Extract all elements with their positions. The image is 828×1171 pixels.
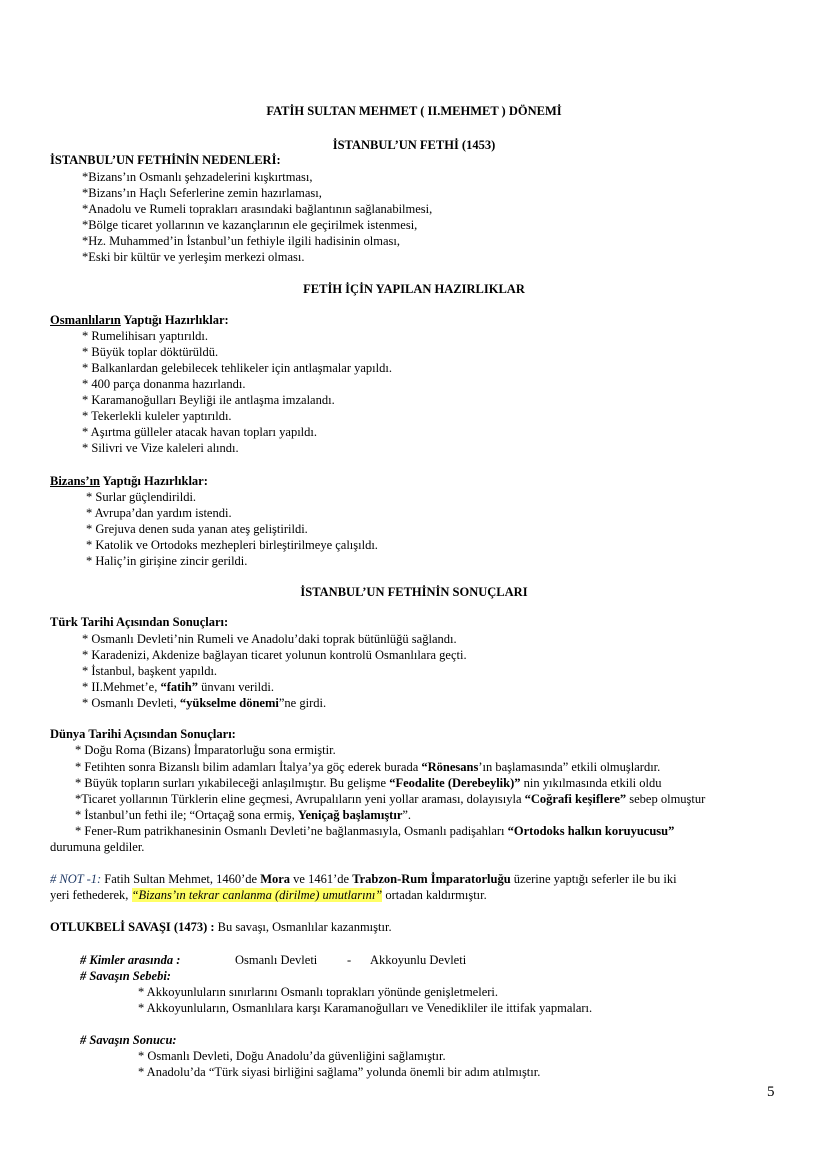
page-number: 5 (767, 1084, 775, 1100)
ottoman-label: Osmanlıların (50, 313, 121, 327)
reasons-heading: İSTANBUL’UN FETHİNİN NEDENLERİ: (50, 153, 281, 167)
war-result-label: # Savaşın Sonucu: (80, 1033, 177, 1047)
turkish-result-item: * Osmanlı Devleti’nin Rumeli ve Anadolu’daki toprak bütünlüğü sağlandı. (82, 632, 457, 646)
world-result-item: * Fetihten sonra Bizanslı bilim adamları İtalya’ya göç ederek burada “Rönesans’ın başlamasında” etkili olmuşlardır. (75, 760, 661, 774)
reason-item: *Eski bir kültür ve yerleşim merkezi olması. (82, 250, 305, 264)
world-result-item-continuation: durumuna geldiler. (50, 840, 145, 854)
ottoman-item: * 400 parça donanma hazırlandı. (82, 377, 246, 391)
war-cause-item: * Akkoyunluların, Osmanlılara karşı Karamanoğulları ve Venedikliler ile ittifak yapmaları. (138, 1001, 593, 1015)
ottoman-preparations-heading (50, 313, 229, 328)
ottoman-item: * Balkanlardan gelebilecek tehlikeler için antlaşmalar yapıldı. (82, 361, 392, 375)
note-highlight: “Bizans’ın tekrar canlanma (dirilme) umutlarını” (131, 888, 383, 902)
document-title: FATİH SULTAN MEHMET ( II.MEHMET ) DÖNEMİ (266, 104, 562, 118)
byzantine-item: * Grejuva denen suda yanan ateş geliştirildi. (86, 522, 308, 536)
document-subtitle: İSTANBUL’UN FETHİ (1453) (332, 138, 496, 152)
turkish-results-heading: Türk Tarihi Açısından Sonuçları: (50, 615, 229, 629)
preparations-heading: FETİH İÇİN YAPILAN HAZIRLIKLAR (303, 282, 525, 296)
byzantine-item: * Katolik ve Ortodoks mezhepleri birleştirilmeye çalışıldı. (86, 538, 378, 552)
note-line: # NOT -1: Fatih Sultan Mehmet, 1460’de Mora ve 1461’de Trabzon-Rum İmparatorluğu üzerine yaptığı seferler ile bu iki (50, 872, 677, 886)
turkish-result-item: * II.Mehmet’e, “fatih” ünvanı verildi. (82, 680, 274, 694)
turkish-result-item: * İstanbul, başkent yapıldı. (82, 664, 218, 678)
combatant-side-2: Akkoyunlu Devleti (370, 953, 467, 967)
war-result-item: * Osmanlı Devleti, Doğu Anadolu’da güvenliğini sağlamıştır. (138, 1049, 446, 1063)
ottoman-item: * Tekerlekli kuleler yaptırıldı. (82, 409, 232, 423)
note-label: # NOT -1: (50, 872, 102, 886)
reason-item: *Anadolu ve Rumeli toprakları arasındaki bağlantının sağlanabilmesi, (82, 202, 433, 216)
reason-item: *Bizans’ın Haçlı Seferlerine zemin hazırlaması, (82, 186, 322, 200)
world-result-item: * İstanbul’un fethi ile; “Ortaçağ sona ermiş, Yeniçağ başlamıştır”. (75, 808, 412, 822)
byzantine-item: * Surlar güçlendirildi. (86, 490, 197, 504)
turkish-result-item: * Osmanlı Devleti, “yükselme dönemi”ne girdi. (82, 696, 327, 710)
world-result-item: *Ticaret yollarının Türklerin eline geçmesi, Avrupalıların yeni yollar araması, dolayısıyla “Coğrafi keşiflere” sebep olmuştur (75, 792, 706, 806)
byzantine-preparations-heading (50, 474, 208, 489)
otlukbeli-heading: OTLUKBELİ SAVAŞI (1473) : Bu savaşı, Osmanlılar kazanmıştır. (50, 920, 392, 934)
combatant-side-1: Osmanlı Devleti (235, 953, 318, 967)
byzantine-label: Bizans’ın (50, 474, 101, 488)
world-result-item: * Büyük topların surları yıkabileceği anlaşılmıştır. Bu gelişme “Feodalite (Derebeylik)” nin yıkılmasında etkili oldu (75, 776, 662, 790)
world-result-item: * Fener-Rum patrikhanesinin Osmanlı Devleti’ne bağlanmasıyla, Osmanlı padişahları “Ortodoks halkın koruyucusu” (75, 824, 675, 838)
war-cause-label: # Savaşın Sebebi: (80, 969, 171, 983)
world-results-heading: Dünya Tarihi Açısından Sonuçları: (50, 727, 236, 741)
byzantine-item: * Avrupa’dan yardım istendi. (86, 506, 232, 520)
turkish-result-item: * Karadenizi, Akdenize bağlayan ticaret yolunun kontrolü Osmanlılara geçti. (82, 648, 467, 662)
results-heading: İSTANBUL’UN FETHİNİN SONUÇLARI (300, 585, 528, 599)
ottoman-item: * Silivri ve Vize kaleleri alındı. (82, 441, 239, 455)
war-cause-item: * Akkoyunluların sınırlarını Osmanlı toprakları yönünde genişletmeleri. (138, 985, 498, 999)
ottoman-item: * Karamanoğulları Beyliği ile antlaşma imzalandı. (82, 393, 335, 407)
reason-item: *Hz. Muhammed’in İstanbul’un fethiyle ilgili hadisinin olması, (82, 234, 401, 248)
reason-item: *Bölge ticaret yollarının ve kazançlarının ele geçirilmek istenmesi, (82, 218, 418, 232)
ottoman-item: * Rumelihisarı yaptırıldı. (82, 329, 209, 343)
war-result-item: * Anadolu’da “Türk siyasi birliğini sağlama” yolunda önemli bir adım atılmıştır. (138, 1065, 541, 1079)
combatant-dash: - (347, 953, 352, 967)
ottoman-label-rest: Yaptığı Hazırlıklar: (120, 313, 229, 327)
byzantine-item: * Haliç’in girişine zincir gerildi. (86, 554, 248, 568)
combatants-label: # Kimler arasında : (80, 953, 181, 967)
note-line: yeri fethederek, “Bizans’ın tekrar canlanma (dirilme) umutlarını” ortadan kaldırmıştır. (50, 888, 487, 902)
reason-item: *Bizans’ın Osmanlı şehzadelerini kışkırtması, (82, 170, 313, 184)
world-result-item: * Doğu Roma (Bizans) İmparatorluğu sona ermiştir. (75, 743, 336, 757)
ottoman-item: * Aşırtma gülleler atacak havan topları yapıldı. (82, 425, 317, 439)
byzantine-label-rest: Yaptığı Hazırlıklar: (100, 474, 208, 488)
ottoman-item: * Büyük toplar döktürüldü. (82, 345, 219, 359)
